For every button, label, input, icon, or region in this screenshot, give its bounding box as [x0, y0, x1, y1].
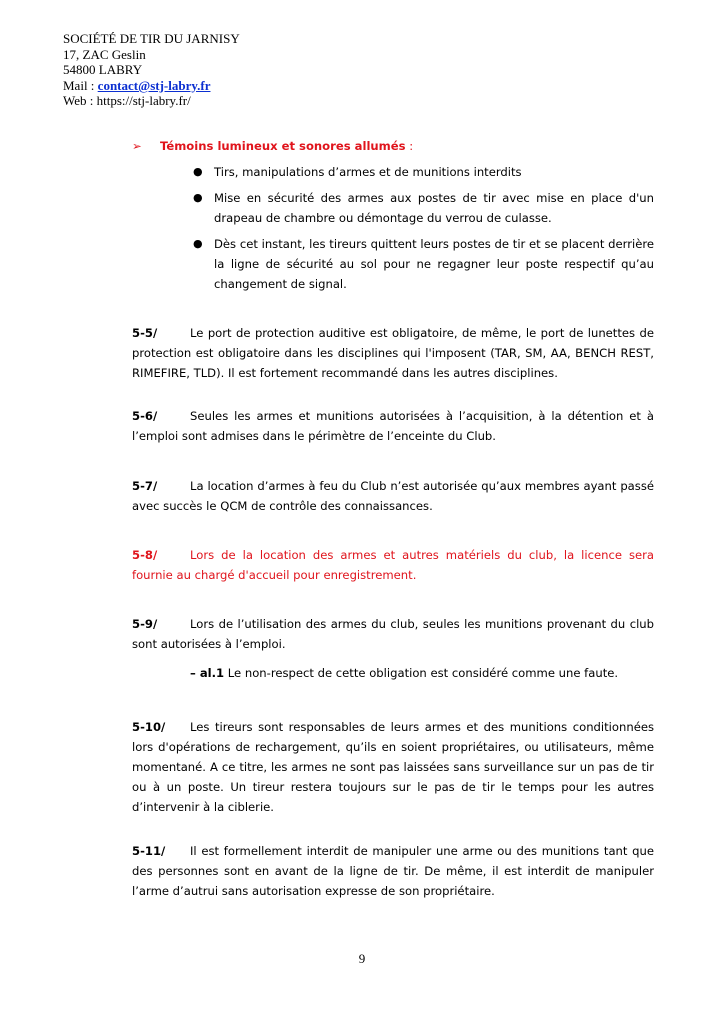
subclause-label: – al.1 [190, 666, 225, 680]
article-text: Les tireurs sont responsables de leurs armes et des munitions conditionnées lors d'opérations de rechargement, qu’ils en soient propriétaires, ou utilisateurs, même momentané. A ce titre, les armes ne sont pas laissées sans surveillance sur un pas de tir ou à un poste. Un tireur restera toujours sur le pas de tir le temps pour les autres d’intervenir à la ciblerie. [132, 720, 654, 814]
mail-label: Mail : [63, 77, 98, 93]
article-text: Lors de l’utilisation des armes du club, seules les munitions provenant du club sont autorisées à l’emploi. [132, 617, 654, 651]
bullet-dot-icon: ● [193, 191, 203, 204]
arrow-bullet-icon: ➢ [132, 139, 142, 153]
article-number: 5-7/ [132, 479, 158, 493]
article-5-5 [132, 323, 654, 383]
article-5-11 [132, 841, 654, 901]
article-5-9-subclause [190, 663, 654, 683]
signal-rules-list [190, 162, 654, 300]
list-item: ● Tirs, manipulations d’armes et de munitions interdits [190, 162, 654, 182]
heading-colon: : [405, 139, 414, 153]
article-text: Le port de protection auditive est obligatoire, de même, le port de lunettes de protection est obligatoire dans les disciplines qui l'imposent (TAR, SM, AA, BENCH REST, RIMEFIRE, TLD). Il est fortement recommandé dans les autres disciplines. [132, 326, 654, 380]
section-heading-text: Témoins lumineux et sonores allumés [160, 139, 406, 153]
article-5-8 [132, 545, 654, 585]
article-text: Seules les armes et munitions autorisées à l’acquisition, à la détention et à l’emploi sont admises dans le périmètre de l’enceinte du Club. [132, 409, 654, 443]
list-item: ● Dès cet instant, les tireurs quittent leurs postes de tir et se placent derrière la ligne de sécurité au sol pour ne regagner leur poste respectif qu’au changement de signal. [190, 234, 654, 294]
article-number: 5-9/ [132, 617, 158, 631]
article-5-7 [132, 476, 654, 516]
club-name: SOCIÉTÉ DE TIR DU JARNISY [63, 31, 240, 46]
bullet-dot-icon: ● [193, 237, 203, 250]
letterhead [63, 31, 240, 109]
article-number: 5-5/ [132, 326, 158, 340]
mail-line [63, 78, 240, 94]
article-number: 5-6/ [132, 409, 158, 423]
bullet-dot-icon: ● [193, 165, 203, 178]
mail-link[interactable]: contact@stj-labry.fr [97, 77, 211, 93]
article-number: 5-8/ [132, 548, 158, 562]
subclause-text: Le non-respect de cette obligation est considéré comme une faute. [224, 666, 619, 680]
address-street: 17, ZAC Geslin [63, 46, 146, 62]
article-text: Il est formellement interdit de manipuler une arme ou des munitions tant que des personnes sont en avant de la ligne de tir. De même, il est interdit de manipuler l’arme d’autrui sans autorisation expresse de son propriétaire. [132, 844, 654, 898]
article-5-10 [132, 717, 654, 817]
list-item: ● Mise en sécurité des armes aux postes de tir avec mise en place d'un drapeau de chambre ou démontage du verrou de culasse. [190, 188, 654, 228]
page-number: 9 [358, 951, 366, 966]
address-city: 54800 LABRY [63, 62, 143, 78]
article-number: 5-10/ [132, 720, 166, 734]
article-text: Lors de la location des armes et autres matériels du club, la licence sera fournie au chargé d'accueil pour enregistrement. [132, 548, 654, 582]
article-text: La location d’armes à feu du Club n’est autorisée qu’aux membres ayant passé avec succès le QCM de contrôle des connaissances. [132, 479, 654, 513]
article-5-9 [132, 614, 654, 654]
article-number: 5-11/ [132, 844, 166, 858]
section-heading [132, 136, 413, 156]
article-5-6 [132, 406, 654, 446]
web-line: Web : https://stj-labry.fr/ [63, 93, 191, 109]
